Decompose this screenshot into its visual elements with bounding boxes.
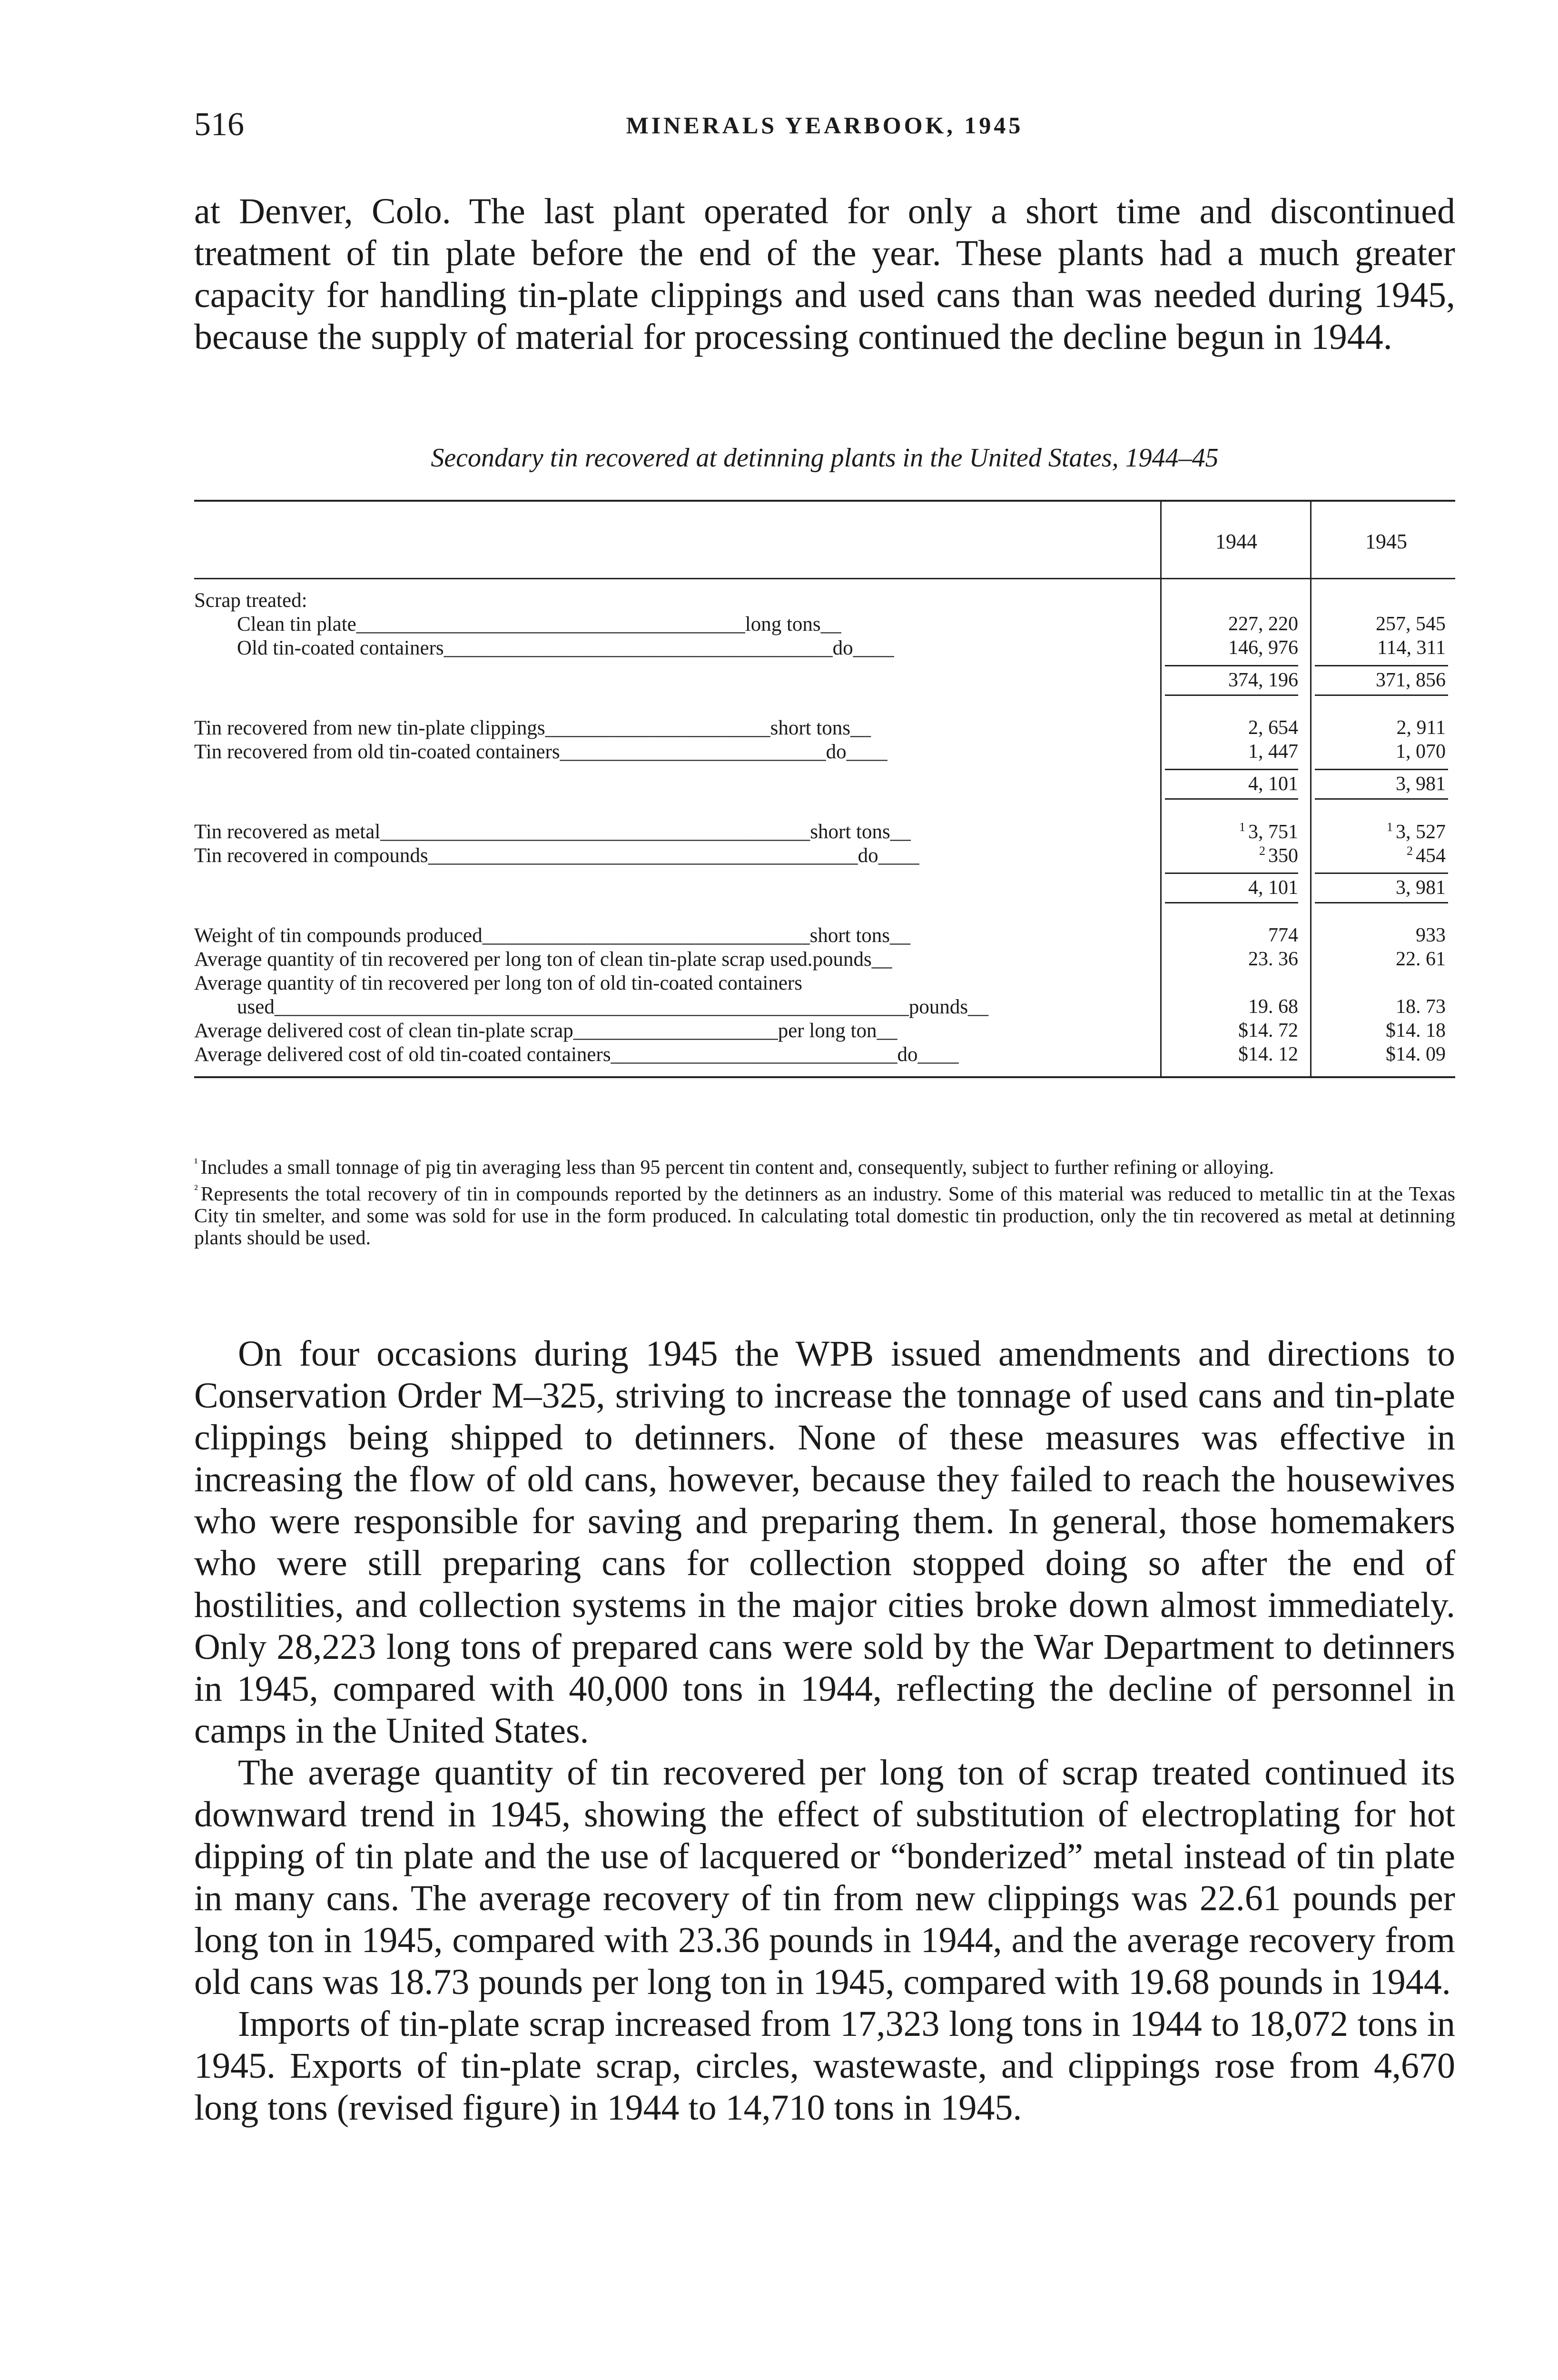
paragraph: The average quantity of tin recovered per long ton of scrap treated continued its downward trend in 1945, showing the effect of substitution of electroplating for hot dipping of tin plate and the use of lacquered or “bonderized” metal instead of tin plate in many cans. The average recovery of tin from new clippings was 22.61 pounds per long ton in 1945, compared with 23.36 pounds in 1944, and the average recovery from old cans was 18.73 pounds per long ton in 1945, compared with 19.68 pounds in 1944.: [194, 1753, 1455, 2002]
sum-rule: [1165, 902, 1298, 903]
cell-1945: 3, 981: [1396, 773, 1446, 795]
cell-1945: $14. 09: [1386, 1043, 1446, 1065]
running-title: MINERALS YEARBOOK, 1945: [626, 112, 1024, 139]
sum-rule: [1165, 665, 1298, 666]
row-label: Tin recovered from old tin-coated containers__________________________do____: [194, 741, 887, 763]
column-header-1945: 1945: [1365, 530, 1407, 553]
footnote-marker: 2: [1407, 844, 1413, 858]
table-header: [194, 502, 1455, 579]
sum-rule: [1315, 694, 1448, 696]
table-row: [194, 844, 1455, 868]
table-body: [194, 579, 1455, 1076]
main-text: [194, 1333, 1455, 2129]
row-label: used______________________________________________________________pounds__: [237, 996, 989, 1018]
footnote-1: $^{^1}$ Includes a small tonnage of pig tin averaging less than 95 percent tin content and, consequently, subject to further refining or alloying.: [194, 1156, 1274, 1179]
cell-1944: 1, 447: [1248, 741, 1298, 763]
cell-1944: 4, 101: [1248, 773, 1298, 795]
footnote-marker: ²: [194, 1182, 198, 1196]
cell-1945: 22. 61: [1396, 948, 1446, 970]
paragraph: Imports of tin-plate scrap increased from 17,323 long tons in 1944 to 18,072 tons in 1945. Exports of tin-plate scrap, circles, wastewaste, and clippings rose from 4,670 long tons (revised figure) in 1944 to 14,710 tons in 1945.: [194, 2004, 1455, 2128]
sum-rule: [1315, 902, 1448, 903]
cell-1944: 774: [1268, 924, 1298, 946]
cell-1945: 257, 545: [1376, 613, 1446, 635]
table-row: [194, 613, 1455, 636]
page-number: 516: [194, 106, 244, 143]
cell-1944: 2, 654: [1248, 717, 1298, 739]
row-label: Weight of tin compounds produced________________________________short tons__: [194, 924, 911, 947]
sum-rule: [1165, 769, 1298, 770]
sum-rule: [1165, 798, 1298, 800]
row-label: Tin recovered in compounds__________________________________________do____: [194, 844, 919, 867]
table-row: [194, 995, 1455, 1019]
table-row: [194, 948, 1455, 972]
cell-1944: 23. 36: [1248, 948, 1298, 970]
cell-1945: 1, 070: [1396, 741, 1446, 763]
page-header: [194, 106, 1455, 149]
sum-rule: [1315, 665, 1448, 666]
table-row: [194, 820, 1455, 844]
table-caption: Secondary tin recovered at detinning plants in the United States, 1944–45: [431, 443, 1219, 473]
cell-1944: 4, 101: [1248, 877, 1298, 899]
row-label: Average quantity of tin recovered per long ton of old tin-coated containers: [194, 972, 802, 994]
cell-1944: $14. 72: [1238, 1020, 1298, 1041]
row-label: Old tin-coated containers______________________________________do____: [237, 637, 894, 659]
sum-rule: [1165, 694, 1298, 696]
footnotes: [194, 1152, 1455, 1249]
table-row: [194, 1019, 1455, 1043]
table-total-row: [194, 773, 1455, 796]
row-label: Clean tin plate______________________________________long tons__: [237, 613, 841, 635]
table-row: [194, 589, 1455, 613]
intro-paragraph: [194, 190, 1455, 358]
footnote-marker: ¹: [194, 1156, 198, 1170]
cell-1945: $^1$ 3, 527: [1387, 820, 1446, 843]
sum-rule: [1315, 769, 1448, 770]
column-header-1944: 1944: [1215, 530, 1257, 553]
column-divider: [1160, 502, 1162, 578]
column-divider: [1310, 502, 1311, 578]
table-row: [194, 716, 1455, 740]
paragraph: On four occasions during 1945 the WPB issued amendments and directions to Conservation Order M–325, striving to increase the tonnage of used cans and tin-plate clippings being shipped to detinners. None of these measures was effective in increasing the flow of old cans, however, because they failed to reach the housewives who were responsible for saving and preparing them. In general, those homemakers who were still preparing cans for collection stopped doing so after the end of hostilities, and collection systems in the major cities broke down almost immediately. Only 28,223 long tons of prepared cans were sold by the War Department to detinners in 1945, compared with 40,000 tons in 1944, reflecting the decline of personnel in camps in the United States.: [194, 1334, 1455, 1751]
sum-rule: [1315, 873, 1448, 874]
row-label: Average delivered cost of clean tin-plate scrap____________________per long ton__: [194, 1020, 897, 1042]
cell-1945: 2, 911: [1396, 717, 1446, 739]
table-row: [194, 1043, 1455, 1067]
cell-1944: 374, 196: [1228, 669, 1298, 691]
table-total-row: [194, 669, 1455, 693]
cell-1944: $^2$ 350: [1259, 844, 1298, 867]
cell-1945: 3, 981: [1396, 877, 1446, 899]
cell-1944: $^1$ 3, 751: [1239, 820, 1298, 843]
row-label: Tin recovered as metal__________________________________________short tons__: [194, 821, 911, 843]
cell-1945: 933: [1416, 924, 1446, 946]
row-label: Tin recovered from new tin-plate clippings______________________short tons__: [194, 717, 871, 739]
cell-1945: 114, 311: [1377, 637, 1446, 659]
table-row: [194, 636, 1455, 660]
footnote-marker: 1: [1387, 820, 1393, 834]
cell-1945: $14. 18: [1386, 1020, 1446, 1041]
column-divider: [1310, 579, 1311, 1076]
table-row: [194, 740, 1455, 764]
cell-1945: 371, 856: [1376, 669, 1446, 691]
cell-1944: $14. 12: [1238, 1043, 1298, 1065]
cell-1945: $^2$ 454: [1407, 844, 1446, 867]
paragraph: at Denver, Colo. The last plant operated for only a short time and discontinued treatment of tin plate before the end of the year. These plants had a much greater capacity for handling tin-plate clippings and used cans than was needed during 1945, because the supply of material for processing continued the decline begun in 1944.: [194, 191, 1455, 357]
sum-rule: [1165, 873, 1298, 874]
sum-rule: [1315, 798, 1448, 800]
table-row: [194, 924, 1455, 948]
table-total-row: [194, 876, 1455, 900]
footnote-2: $^{^2}$ Represents the total recovery of tin in compounds reported by the detinners as an industry. Some of this material was reduced to metallic tin at the Texas City tin smelter, and some was sold for use in the form produced. In calculating total domestic tin production, only the tin recovered as metal at detinning plants should be used.: [194, 1182, 1455, 1249]
row-label: Average delivered cost of old tin-coated containers____________________________do____: [194, 1043, 959, 1066]
cell-1945: 18. 73: [1396, 996, 1446, 1018]
table-bottom-rule: [194, 1076, 1455, 1078]
data-table: [194, 500, 1455, 1076]
footnote-marker: 2: [1259, 844, 1265, 858]
column-divider: [1160, 579, 1162, 1076]
row-label: Average quantity of tin recovered per long ton of clean tin-plate scrap used.pounds__: [194, 948, 892, 971]
cell-1944: 19. 68: [1248, 996, 1298, 1018]
footnote-marker: 1: [1239, 820, 1245, 834]
cell-1944: 146, 976: [1228, 637, 1298, 659]
cell-1944: 227, 220: [1228, 613, 1298, 635]
table-row: [194, 972, 1455, 995]
row-label: Scrap treated:: [194, 589, 307, 612]
